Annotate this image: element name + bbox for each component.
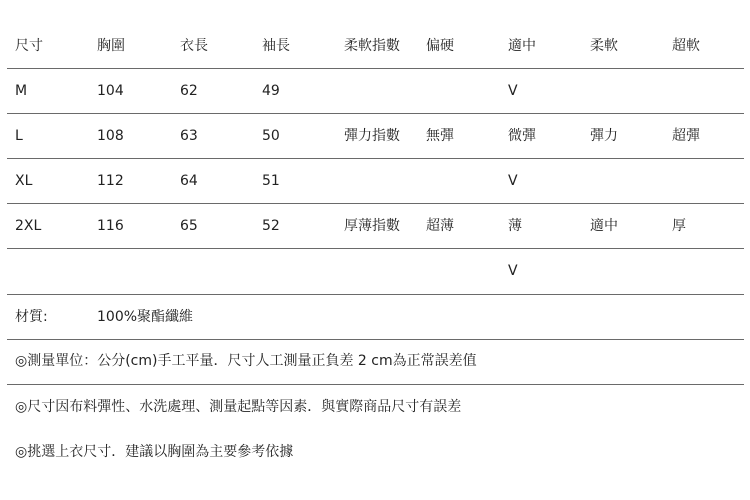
table-cell: 無彈 bbox=[426, 128, 454, 144]
table-cell: 108 bbox=[97, 128, 124, 144]
table-cell: 104 bbox=[97, 83, 124, 99]
divider bbox=[7, 203, 744, 204]
header-medium: 適中 bbox=[508, 38, 536, 54]
table-cell: 112 bbox=[97, 173, 124, 189]
table-cell: XL bbox=[15, 173, 33, 189]
header-hard: 偏硬 bbox=[426, 38, 454, 54]
divider bbox=[7, 339, 744, 340]
table-cell: 65 bbox=[180, 218, 198, 234]
table-row bbox=[0, 260, 750, 282]
divider bbox=[7, 248, 744, 249]
table-cell: 薄 bbox=[508, 218, 522, 234]
table-cell: L bbox=[15, 128, 23, 144]
table-cell: M bbox=[15, 83, 28, 99]
table-cell: 超彈 bbox=[672, 128, 700, 144]
divider bbox=[7, 113, 744, 114]
table-cell: 63 bbox=[180, 128, 198, 144]
table-row bbox=[0, 170, 750, 192]
divider bbox=[7, 384, 744, 385]
table-cell: 厚薄指數 bbox=[344, 218, 400, 234]
table-cell: 116 bbox=[97, 218, 124, 234]
header-super-soft: 超軟 bbox=[672, 38, 700, 54]
material-label: 材質: bbox=[15, 309, 48, 325]
table-row bbox=[0, 125, 750, 147]
table-cell: V bbox=[508, 83, 518, 99]
table-cell: 51 bbox=[262, 173, 280, 189]
table-cell: 彈力指數 bbox=[344, 128, 400, 144]
header-softness-index: 柔軟指數 bbox=[344, 38, 400, 54]
header-sleeve: 袖長 bbox=[262, 38, 290, 54]
divider bbox=[7, 158, 744, 159]
material-row bbox=[0, 306, 750, 328]
table-cell: 62 bbox=[180, 83, 198, 99]
table-cell: 厚 bbox=[672, 218, 686, 234]
table-cell: 50 bbox=[262, 128, 280, 144]
note-measurement-unit: ◎測量單位：公分(cm)手工平量．尺寸人工測量正負差 2 cm為正常誤差值 bbox=[15, 353, 477, 369]
material-value: 100%聚酯纖維 bbox=[97, 309, 194, 325]
header-chest: 胸圍 bbox=[97, 38, 125, 54]
header-soft: 柔軟 bbox=[590, 38, 618, 54]
table-cell: 52 bbox=[262, 218, 280, 234]
header-length: 衣長 bbox=[180, 38, 208, 54]
table-cell: 彈力 bbox=[590, 128, 618, 144]
table-header-row bbox=[0, 35, 750, 57]
note-size-advice: ◎挑選上衣尺寸．建議以胸圍為主要參考依據 bbox=[15, 444, 294, 460]
table-cell: 49 bbox=[262, 83, 280, 99]
table-cell: 適中 bbox=[590, 218, 618, 234]
table-cell: V bbox=[508, 173, 518, 189]
header-size: 尺寸 bbox=[15, 38, 43, 54]
note-size-variance: ◎尺寸因布料彈性、水洗處理、測量起點等因素．與實際商品尺寸有誤差 bbox=[15, 399, 462, 415]
table-row bbox=[0, 80, 750, 102]
table-cell: V bbox=[508, 263, 518, 279]
table-cell: 超薄 bbox=[426, 218, 454, 234]
table-row bbox=[0, 215, 750, 237]
table-cell: 微彈 bbox=[508, 128, 536, 144]
table-cell: 2XL bbox=[15, 218, 42, 234]
table-cell: 64 bbox=[180, 173, 198, 189]
divider bbox=[7, 294, 744, 295]
divider bbox=[7, 68, 744, 69]
